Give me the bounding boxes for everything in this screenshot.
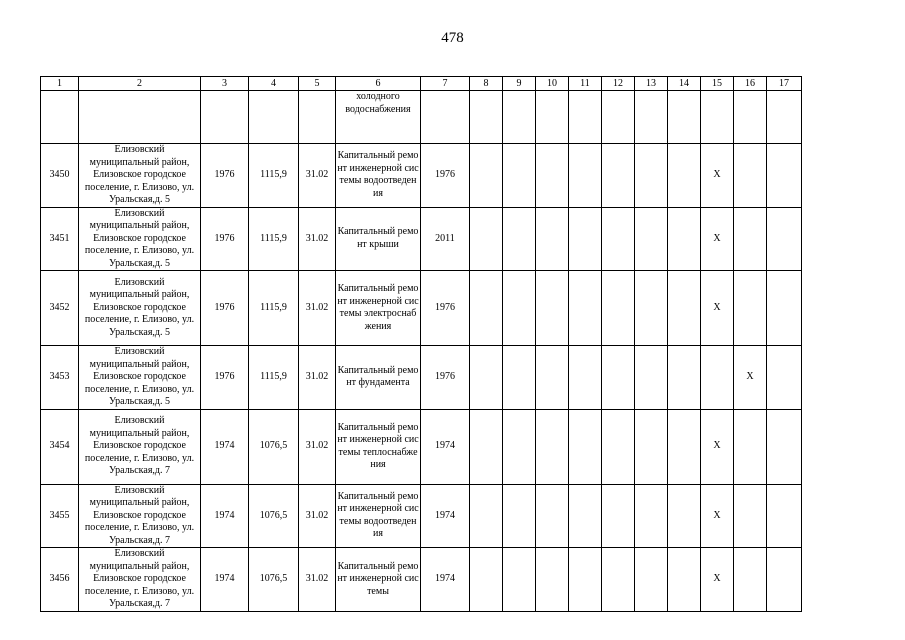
table-row [41,91,802,144]
mark-cell: X [701,144,734,208]
table-row [41,548,802,612]
row-number-cell: 3452 [41,271,79,346]
table-row [41,484,802,548]
empty-cell [569,548,602,612]
page-number: 478 [441,30,464,46]
area-cell: 1115,9 [249,271,299,346]
empty-cell [734,91,767,144]
column-number-17: 17 [767,77,802,91]
mark-cell: X [701,207,734,271]
year-cell: 1976 [421,144,470,208]
empty-cell [602,207,635,271]
empty-cell [734,271,767,346]
year-built-cell: 1976 [201,207,249,271]
area-cell: 1115,9 [249,144,299,208]
empty-cell [635,207,668,271]
code-cell: 31.02 [299,346,336,410]
table-row [41,346,802,410]
table-row [41,144,802,208]
empty-cell [536,207,569,271]
column-number-6: 6 [336,77,421,91]
empty-cell [503,207,536,271]
code-cell: 31.02 [299,484,336,548]
row-number-cell: 3450 [41,144,79,208]
empty-cell [668,409,701,484]
row-number-cell: 3454 [41,409,79,484]
year-cell: 1976 [421,271,470,346]
address-cell: Елизовский муниципальный район, Елизовское городское поселение, г. Елизово, ул. Уральская,д. 5 [79,207,201,271]
empty-cell [602,144,635,208]
code-cell: 31.02 [299,409,336,484]
row-number-cell: 3451 [41,207,79,271]
work-type-cell: холодного водоснабжения [336,91,421,144]
empty-cell [635,271,668,346]
empty-cell [503,271,536,346]
year-cell: 2011 [421,207,470,271]
empty-cell [668,207,701,271]
empty-cell [767,91,802,144]
empty-cell [503,548,536,612]
empty-cell [569,91,602,144]
repair-schedule-table [40,76,802,612]
table-row [41,409,802,484]
empty-cell [767,271,802,346]
area-cell: 1115,9 [249,207,299,271]
empty-cell [635,548,668,612]
column-number-3: 3 [201,77,249,91]
empty-cell [421,91,470,144]
code-cell: 31.02 [299,548,336,612]
empty-cell [668,271,701,346]
column-number-12: 12 [602,77,635,91]
year-built-cell: 1976 [201,271,249,346]
column-number-2: 2 [79,77,201,91]
empty-cell [503,144,536,208]
empty-cell [602,271,635,346]
column-number-11: 11 [569,77,602,91]
address-cell: Елизовский муниципальный район, Елизовское городское поселение, г. Елизово, ул. Уральская,д. 7 [79,409,201,484]
column-number-13: 13 [635,77,668,91]
empty-cell [569,144,602,208]
row-number-cell: 3453 [41,346,79,410]
empty-cell [602,346,635,410]
year-built-cell: 1974 [201,409,249,484]
column-number-16: 16 [734,77,767,91]
address-cell: Елизовский муниципальный район, Елизовское городское поселение, г. Елизово, ул. Уральская,д. 5 [79,346,201,410]
column-number-7: 7 [421,77,470,91]
empty-cell [536,484,569,548]
year-cell: 1974 [421,409,470,484]
mark-cell: X [701,548,734,612]
row-number-cell: 3456 [41,548,79,612]
empty-cell [569,409,602,484]
empty-cell [536,271,569,346]
empty-cell [470,346,503,410]
empty-cell [602,409,635,484]
empty-cell [635,91,668,144]
work-type-cell: Капитальный ремонт крыши [336,207,421,271]
column-number-15: 15 [701,77,734,91]
empty-cell [668,346,701,410]
empty-cell [635,144,668,208]
empty-cell [569,271,602,346]
empty-cell [602,548,635,612]
empty-cell [602,484,635,548]
empty-cell [536,548,569,612]
empty-cell [299,91,336,144]
address-cell: Елизовский муниципальный район, Елизовское городское поселение, г. Елизово, ул. Уральская,д. 5 [79,271,201,346]
empty-cell [536,346,569,410]
empty-cell [701,346,734,410]
empty-cell [569,207,602,271]
empty-cell [767,144,802,208]
work-type-cell: Капитальный ремонт инженерной системы теплоснабжения [336,409,421,484]
empty-cell [569,346,602,410]
year-cell: 1974 [421,484,470,548]
mark-cell: X [734,346,767,410]
empty-cell [470,409,503,484]
code-cell: 31.02 [299,271,336,346]
code-cell: 31.02 [299,144,336,208]
empty-cell [635,346,668,410]
empty-cell [668,144,701,208]
empty-cell [734,409,767,484]
empty-cell [470,207,503,271]
address-cell: Елизовский муниципальный район, Елизовское городское поселение, г. Елизово, ул. Уральская,д. 7 [79,484,201,548]
empty-cell [767,548,802,612]
row-number-cell: 3455 [41,484,79,548]
empty-cell [470,144,503,208]
empty-cell [635,484,668,548]
empty-cell [503,484,536,548]
column-number-4: 4 [249,77,299,91]
empty-cell [767,409,802,484]
work-type-cell: Капитальный ремонт инженерной системы электроснабжения [336,271,421,346]
area-cell: 1076,5 [249,484,299,548]
empty-cell [701,91,734,144]
empty-cell [536,144,569,208]
work-type-cell: Капитальный ремонт инженерной системы водоотведения [336,144,421,208]
year-built-cell: 1976 [201,346,249,410]
code-cell: 31.02 [299,207,336,271]
empty-cell [503,409,536,484]
empty-cell [79,91,201,144]
empty-cell [734,207,767,271]
empty-cell [668,91,701,144]
empty-cell [767,346,802,410]
mark-cell: X [701,484,734,548]
empty-cell [668,548,701,612]
empty-cell [635,409,668,484]
empty-cell [503,346,536,410]
empty-cell [470,548,503,612]
column-number-1: 1 [41,77,79,91]
empty-cell [249,91,299,144]
table-row [41,207,802,271]
year-built-cell: 1974 [201,548,249,612]
empty-cell [569,484,602,548]
empty-cell [767,207,802,271]
empty-cell [734,484,767,548]
table-body [41,77,802,612]
empty-cell [668,484,701,548]
empty-cell [470,484,503,548]
mark-cell: X [701,271,734,346]
empty-cell [470,271,503,346]
table-row [41,271,802,346]
year-built-cell: 1974 [201,484,249,548]
empty-cell [470,91,503,144]
work-type-cell: Капитальный ремонт инженерной системы [336,548,421,612]
work-type-cell: Капитальный ремонт фундамента [336,346,421,410]
year-cell: 1974 [421,548,470,612]
area-cell: 1076,5 [249,409,299,484]
empty-cell [503,91,536,144]
empty-cell [536,409,569,484]
work-type-cell: Капитальный ремонт инженерной системы водоотведения [336,484,421,548]
column-number-10: 10 [536,77,569,91]
empty-cell [734,144,767,208]
area-cell: 1076,5 [249,548,299,612]
empty-cell [536,91,569,144]
address-cell: Елизовский муниципальный район, Елизовское городское поселение, г. Елизово, ул. Уральская,д. 5 [79,144,201,208]
address-cell: Елизовский муниципальный район, Елизовское городское поселение, г. Елизово, ул. Уральская,д. 7 [79,548,201,612]
area-cell: 1115,9 [249,346,299,410]
year-built-cell: 1976 [201,144,249,208]
column-number-row [41,77,802,91]
column-number-9: 9 [503,77,536,91]
empty-cell [602,91,635,144]
year-cell: 1976 [421,346,470,410]
empty-cell [767,484,802,548]
empty-cell [41,91,79,144]
column-number-5: 5 [299,77,336,91]
empty-cell [734,548,767,612]
mark-cell: X [701,409,734,484]
column-number-8: 8 [470,77,503,91]
column-number-14: 14 [668,77,701,91]
empty-cell [201,91,249,144]
